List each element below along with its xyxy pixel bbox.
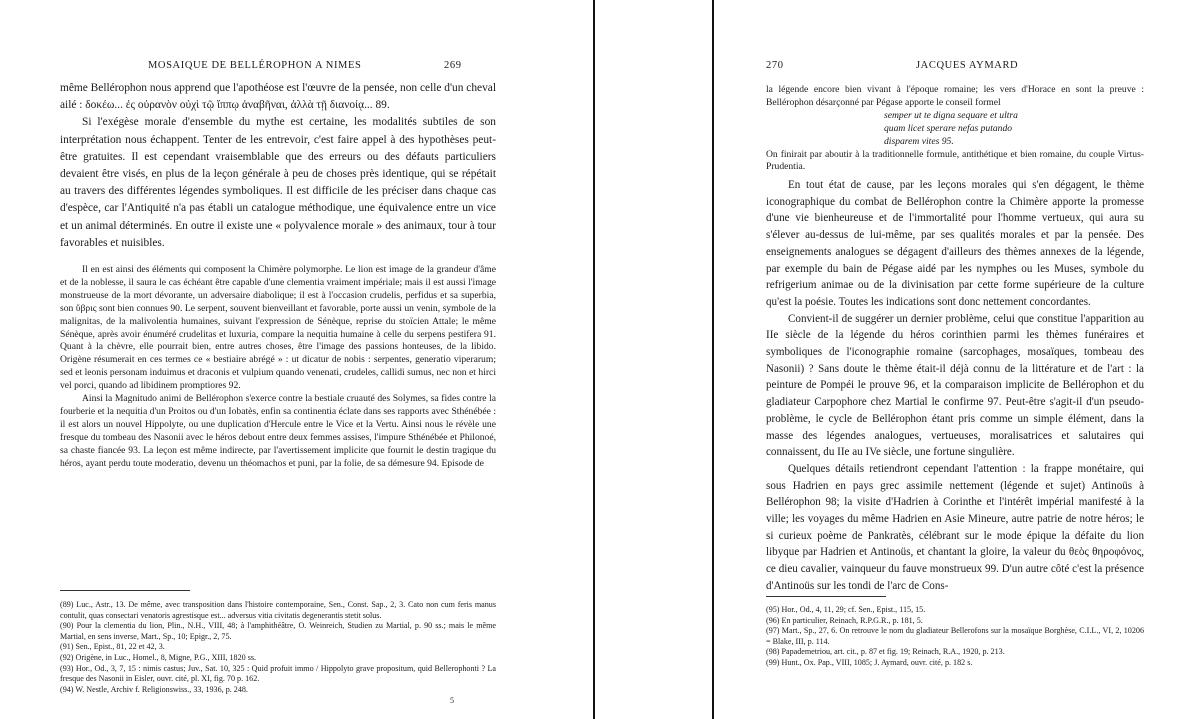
- verse-line: quam licet sperare nefas putando: [884, 122, 1013, 134]
- footnote: (93) Hor., Od., 3, 7, 15 : nimis castus; Juv., Sat. 10, 325 : Quid profuit immo / Hippolyto grave propositum, quid Bellerophonti ? La fresque des Nasonii in Eisler, ouvr. cité, pl. XI, fig. 70 p. 162.: [60, 663, 496, 684]
- footnote: (92) Origène, in Luc., Homel., 8, Migne, P.G., XIII, 1820 ss.: [60, 652, 257, 662]
- footnote-rule: [766, 596, 886, 597]
- verse-line: disparem vites 95.: [884, 135, 954, 147]
- right-main-text: [766, 177, 1144, 595]
- paragraph: Ainsi la Magnitudo animi de Bellérophon s'exerce contre la bestiale cruauté des Solymes, sa fides contre la fourberie et la nequitia d'un Proitos ou d'un Iobatès, enfin sa continentia éclate dans ses rapports avec Sthénébée : il est alors un nouvel Hippolyte, ou une duplication d'Hercule entre le Vice et la Vertu. Ainsi nous le révèle une fresque du tombeau des Nasonii avec le héros debout entre deux femmes assises, l'impure Sthénébée et Philonoé, sa chaste fiancée 93. La leçon est même indirecte, par l'avertissement implicite que fournit le destin tragique du héros, ayant perdu toute moderatio, devenu un théomachos et puni, par la folie, de sa démesure 94. Episode de: [60, 393, 496, 469]
- page-divider-left: [593, 0, 595, 719]
- page-divider-right: [712, 0, 714, 719]
- left-footnotes: [60, 600, 496, 695]
- footnote: (99) Hunt., Ox. Pap., VIII, 1085; J. Aymard, ouvr. cité, p. 182 s.: [766, 657, 973, 667]
- footnote: (94) W. Nestle, Archiv f. Religionswiss., 33, 1936, p. 248.: [60, 684, 248, 694]
- footnote-rule: [60, 590, 190, 591]
- paragraph: la légende encore bien vivant à l'époque romaine; les vers d'Horace en sont la preuve : Bellérophon désarçonné par Pégase apporte le conseil formel: [766, 84, 1144, 108]
- right-page: [766, 0, 1146, 719]
- footnote: (90) Pour la clementia du lion, Plin., N.H., VIII, 48; à l'amphithéâtre, O. Weinreich, Studien zu Martial, p. 90 ss.; mais le même Martial, en sens inverse, Mart., Sp., 10; Epigr., 2, 75.: [60, 621, 496, 641]
- right-small-text: [766, 84, 1144, 174]
- signature-mark: 5: [450, 696, 454, 705]
- running-title: JACQUES AYMARD: [916, 60, 1019, 71]
- paragraph: En tout état de cause, par les leçons morales qui s'en dégagent, le thème iconographique du combat de Bellérophon contre la Chimère apporte la promesse d'une vie bienheureuse et de l'immortalité pour l'homme vertueux, qui aura su s'élever au-dessus de lui-même, par ses qualités morales et par la pensée. Des enseignements analogues se dégagent d'ailleurs des thèmes annexes de la légende, par exemple du bain de Pégase aidé par les nymphes ou les Muses, symbole du refrigerium animae ou de la divinisation par cette forme supérieure de la culture qu'est la poésie. Toutes les indications sont donc nettement concordantes.: [766, 179, 1144, 308]
- footnote: (91) Sen., Epist., 81, 22 et 42, 3.: [60, 642, 165, 652]
- paragraph: Convient-il de suggérer un dernier problème, celui que constitue l'apparition au IIe siècle de la légende du héros corinthien parmi les thèmes funéraires et symboliques de l'iconographie romaine (sarcophages, mosaïques, tombeau des Nasonii) ? Sans doute le thème était-il déjà connu de la littérature et de l'art : la peinture de Pompéi le prouve 96, et la comparaison implicite de Bellérophon et du gladiateur Carpophore chez Martial le confirme 97. Peut-être s'agit-il d'un pseudo-problème, le cycle de Bellérophon étant pris comme un simple élément, dans la masse des légendes analogues, vertueuses, moralisatrices et salutaires qui connaissent, du IIe au IVe siècle, une fortune singulière.: [766, 312, 1144, 459]
- left-main-text: [60, 80, 496, 252]
- paragraph: On finirait par aboutir à la traditionnelle formule, antithétique et bien romaine, du couple Virtus-Prudentia.: [766, 148, 1144, 173]
- running-title: MOSAIQUE DE BELLÉROPHON A NIMES: [148, 60, 362, 71]
- paragraph: Il en est ainsi des éléments qui composent la Chimère polymorphe. Le lion est image de la grandeur d'âme et de la noblesse, il saura le cas échéant être capable d'une clementia vraiment impériale; mais il est aussi l'image monstrueuse de la mort dévorante, un adversaire diabolique; il est à l'occasion crudelis, perfidus et sa superbia, son ὕβρις sont bien connues 90. Le serpent, souvent bienveillant et favorable, porte aussi un venin, symbole de la malignitas, de la malivolentia humaines, suivant l'expression de Sénèque, reprise du stoïcien Attale; le même Sénèque, après avoir énuméré crudelitas et luxuria, compare la nequitia humaine à celle du serpens pestifera 91. Quant à la chèvre, elle pourrait bien, entre autres choses, être l'image des passions honteuses, de la libido. Origène résumerait en ces termes ce « bestiaire abrégé » : ut dicatur de nobis : serpentes, generatio viperarum; sed et leonis personam induimus et draconis et vulpium quando venenati, crudeles, callidi sumus, nec non et hirci vel porci, quando ad libidinem promptiores 92.: [60, 264, 496, 392]
- footnote: (89) Luc., Astr., 13. De même, avec transposition dans l'histoire contemporaine, Sen., Const. Sap., 2, 3. Cato non cum feris manus contulit, quas consectari venatoris agrestisque est... adversus vitia civitatis degenerantis stetit solus.: [60, 600, 496, 620]
- paragraph: même Bellérophon nous apprend que l'apothéose est l'œuvre de la pensée, non celle d'un cheval ailé : δοκέω... ἐς οὐρανὸν οὐχὶ τῷ ἵππῳ ἀναβῆναι, ἀλλὰ τῇ διανοίᾳ... 89.: [60, 82, 497, 112]
- page-number: 269: [444, 60, 462, 71]
- paragraph: Si l'exégèse morale d'ensemble du mythe est certaine, les modalités subtiles de son interprétation nous échappent. Tenter de les entrevoir, c'est faire appel à des hypothèses peut-être gratuites. Il est cependant vraisemblable que des erreurs ou des défauts particuliers devaient être visés, en plus de la leçon générale à peu de choses près identique, qui se répétait au travers des différentes légendes symboliques. Il est difficile de les préciser dans chaque cas d'espèce, car l'Antiquité n'a pas établi un catalogue méthodique, une équivalence entre un vice et un animal déterminés. En outre il existe une « polyvalence morale » des animaux, tour à tour favorables et nuisibles.: [60, 116, 496, 249]
- page-number: 270: [766, 60, 784, 71]
- footnote: (97) Mart., Sp., 27, 6. On retrouve le nom du gladiateur Bellerofons sur la mosaïque Borghèse, C.I.L., VI, 2, 10206 = Blake, III, p. 114.: [766, 626, 1144, 646]
- footnote: (98) Papademetriou, art. cit., p. 87 et fig. 19; Reinach, R.A., 1920, p. 213.: [766, 647, 1005, 657]
- paragraph: Quelques détails retiendront cependant l'attention : la frappe monétaire, qui sous Hadrien en pays grec assimile nettement (légende et sujet) Antinoüs à Bellérophon 98; la visite d'Hadrien à Corinthe et l'intérêt impérial manifesté à la ville; les voyages du même Hadrien en Asie Mineure, autre patrie de notre héros; le si curieux poème de Pankratès, célébrant sur le mode épique la défaite du lion libyque par Hadrien et Antinoüs, et chantant la gloire, la valeur du θεὸς θηροφόνος, ce dieu cavalier, vainqueur du fauve monstrueux 99. D'un autre côté c'est la présence d'Antinoüs sur les tondi de l'arc de Cons-: [766, 462, 1144, 592]
- left-small-text: [60, 264, 496, 471]
- right-footnotes: [766, 605, 1144, 669]
- verse-line: semper ut te digna sequare et ultra: [884, 109, 1018, 121]
- footnote: (95) Hor., Od., 4, 11, 29; cf. Sen., Epist., 115, 15.: [766, 605, 926, 614]
- footnote: (96) En particulier, Reinach, R.P.G.R., p. 181, 5.: [766, 615, 923, 625]
- left-page: [40, 0, 497, 719]
